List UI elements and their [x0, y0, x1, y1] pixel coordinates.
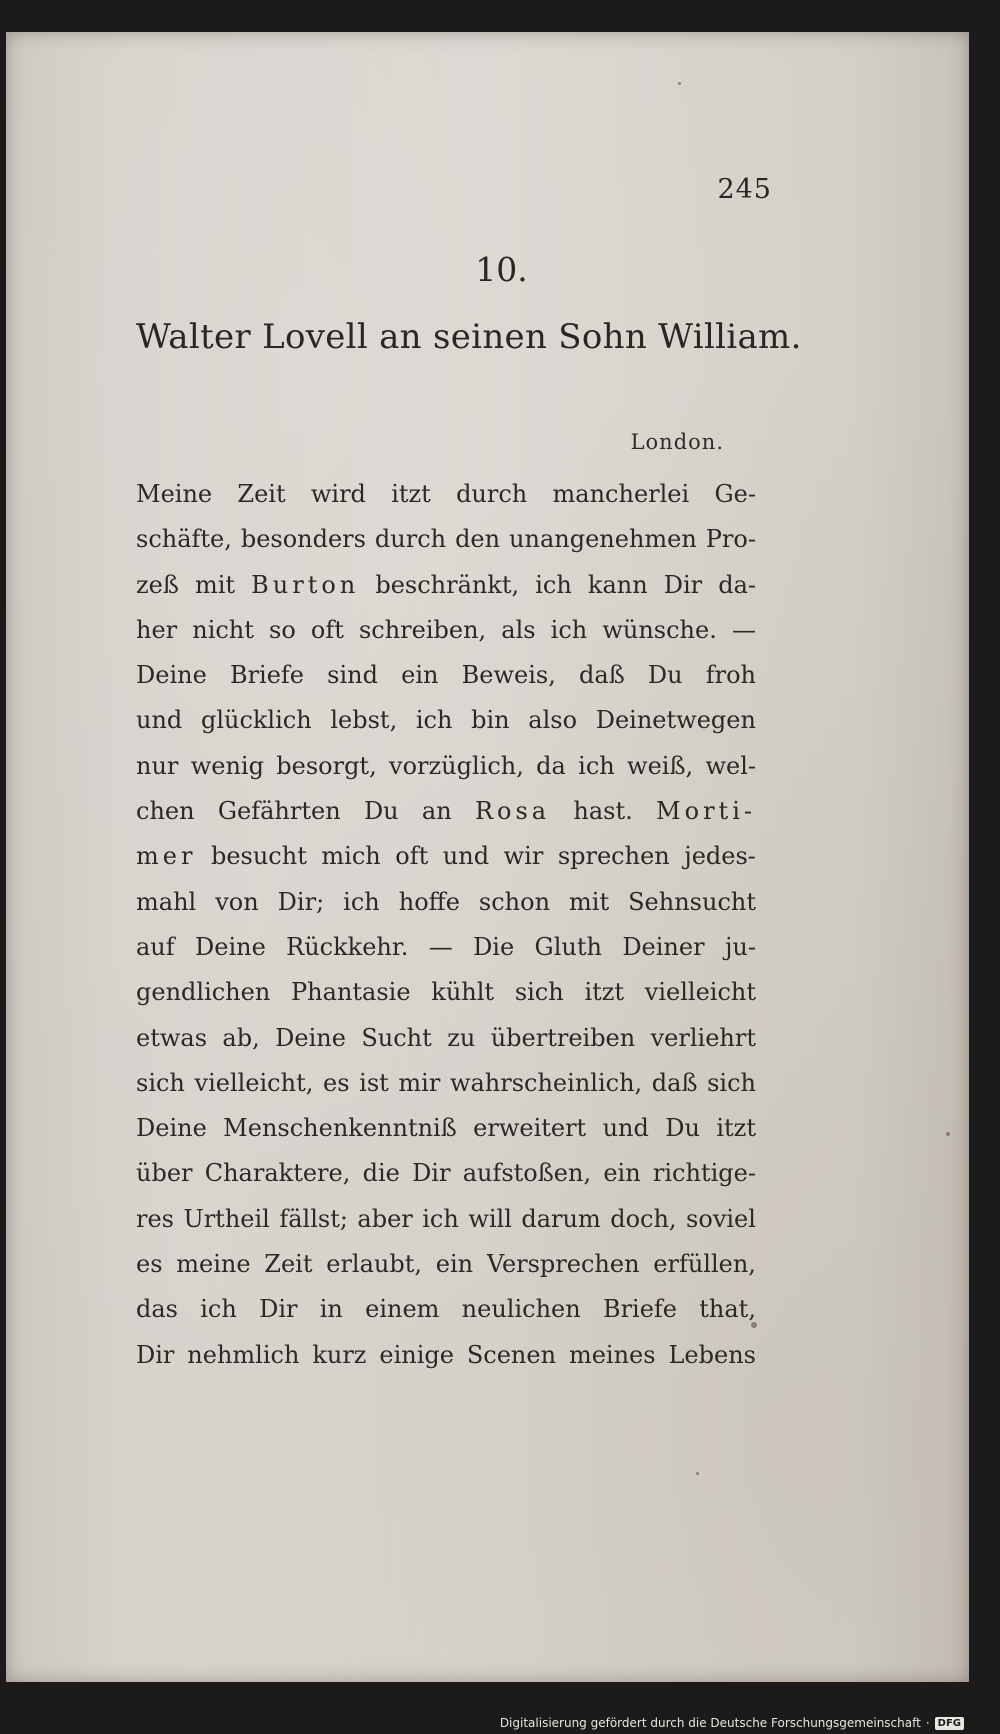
word: Dir: [663, 570, 703, 599]
word: verliehrt: [650, 1023, 756, 1052]
word: bin: [471, 706, 510, 735]
word: übertreiben: [490, 1023, 636, 1052]
word: doch,: [610, 1204, 677, 1233]
word: aber: [357, 1204, 413, 1233]
letter-title: Walter Lovell an seinen Sohn William.: [136, 317, 802, 357]
word: Pro-: [705, 525, 756, 554]
word: ich: [200, 1295, 237, 1324]
word: aufstoßen,: [462, 1159, 592, 1188]
word: zeß: [136, 570, 179, 599]
word: vielleicht: [644, 978, 756, 1007]
word: und: [442, 842, 490, 871]
word: weiß,: [627, 751, 694, 780]
word: mancherlei: [552, 480, 690, 508]
word: schäfte,: [136, 525, 232, 554]
word: den: [455, 525, 501, 554]
word: Urtheil: [183, 1204, 270, 1233]
word: sich: [514, 978, 564, 1007]
word: nur: [136, 751, 179, 780]
text-line: [136, 970, 756, 1015]
footer-credit: [500, 1716, 964, 1730]
text-line: [136, 789, 756, 834]
word: nicht: [192, 615, 254, 644]
word: unangenehmen: [509, 525, 697, 554]
word: vielleicht,: [194, 1068, 314, 1097]
word: ich: [415, 706, 453, 735]
word: wahrscheinlich,: [449, 1068, 643, 1097]
text-line: [136, 653, 756, 698]
word: Scenen: [466, 1340, 557, 1369]
text-line: [136, 834, 756, 879]
word: wird: [310, 480, 366, 508]
word: mich: [321, 842, 381, 871]
word: mit: [569, 887, 610, 916]
word: Briefe: [229, 661, 305, 690]
word: ein: [401, 661, 439, 690]
word: —: [428, 932, 453, 961]
word: Du: [647, 661, 683, 690]
word: zu: [447, 1023, 476, 1052]
text-line: [136, 880, 756, 925]
word: in: [319, 1295, 343, 1324]
text-line: [136, 925, 756, 970]
word: ich: [550, 615, 588, 644]
text-line: [136, 1242, 756, 1287]
word: Dir: [259, 1295, 298, 1324]
word: Zeit: [237, 480, 286, 508]
credit-text: Digitalisierung gefördert durch die Deutsche Forschungsgemeinschaft: [499, 1716, 921, 1730]
word: Dir;: [277, 887, 325, 916]
word: Briefe: [602, 1295, 678, 1324]
word: Versprechen: [486, 1250, 640, 1279]
word: Gluth: [534, 932, 602, 961]
word: Die: [473, 932, 515, 961]
word: kann: [587, 570, 648, 599]
word: Deine: [195, 932, 266, 961]
word: Du: [363, 797, 399, 826]
word: sind: [327, 661, 378, 690]
word: ich: [422, 1204, 459, 1233]
word: erfüllen,: [653, 1250, 756, 1279]
word: kurz: [312, 1340, 367, 1369]
word: Phantasie: [291, 978, 411, 1007]
word: neulichen: [461, 1295, 581, 1324]
word: res: [136, 1204, 174, 1233]
word: so: [269, 615, 296, 644]
word: Sehnsucht: [628, 887, 756, 916]
word: da: [536, 751, 566, 780]
word: über: [136, 1159, 193, 1188]
word: mahl: [136, 887, 197, 916]
text-line: [136, 608, 756, 653]
word: mir: [398, 1068, 441, 1097]
text-line: [136, 1061, 756, 1106]
word: daß: [651, 1068, 698, 1097]
word: ein: [603, 1159, 641, 1188]
word: ist: [359, 1068, 389, 1097]
word: soviel: [686, 1204, 756, 1233]
text-line: [136, 698, 756, 743]
page-number: 245: [717, 174, 772, 205]
word: Beweis,: [461, 661, 556, 690]
text-line: [136, 1197, 756, 1242]
word: mit: [194, 570, 236, 599]
word: auf: [136, 932, 175, 961]
word: jedes-: [684, 842, 756, 871]
text-line: [136, 1333, 756, 1378]
word: oft: [395, 842, 429, 871]
word: sprechen: [557, 842, 670, 871]
word: her: [136, 615, 178, 644]
word: wir: [503, 842, 544, 871]
word: Deine: [136, 661, 207, 690]
paper-speck: [946, 1132, 950, 1136]
word: chen: [136, 797, 195, 826]
word: richtige-: [652, 1159, 756, 1188]
word: Burton: [251, 570, 360, 599]
word: that,: [699, 1295, 756, 1324]
word: erweitert: [473, 1114, 587, 1143]
word: wünsche.: [602, 615, 717, 644]
word: es: [322, 1068, 350, 1097]
word: vorzüglich,: [389, 751, 524, 780]
word: da-: [718, 570, 756, 599]
word: daß: [579, 661, 625, 690]
word: Sucht: [361, 1023, 432, 1052]
dfg-logo: DFG: [935, 1717, 964, 1730]
word: hoffe: [398, 887, 460, 916]
word: hast.: [573, 797, 633, 826]
text-line: [136, 1016, 756, 1061]
word: glücklich: [200, 706, 312, 735]
word: itzt: [716, 1114, 756, 1143]
word: meine: [176, 1250, 251, 1279]
text-line: [136, 563, 756, 608]
word: ich: [343, 887, 380, 916]
word: froh: [705, 661, 756, 690]
word: und: [136, 706, 183, 735]
word: fällst;: [279, 1204, 348, 1233]
word: als: [501, 615, 536, 644]
word: an: [421, 797, 452, 826]
word: Dir: [136, 1340, 175, 1369]
word: Dir: [412, 1159, 451, 1188]
word: Lebens: [668, 1340, 756, 1369]
word: Rosa: [474, 797, 551, 826]
word: sich: [136, 1068, 185, 1097]
letter-number: 10.: [475, 250, 528, 289]
word: Meine: [136, 480, 213, 508]
word: kühlt: [431, 978, 495, 1007]
word: von: [215, 887, 259, 916]
word: Deine: [275, 1023, 346, 1052]
word: schreiben,: [358, 615, 487, 644]
word: also: [528, 706, 578, 735]
word: ab,: [222, 1023, 260, 1052]
word: wel-: [705, 751, 756, 780]
word: oft: [310, 615, 344, 644]
word: —: [731, 615, 756, 644]
word: mer: [136, 842, 197, 871]
word: lebst,: [330, 706, 398, 735]
word: darum: [521, 1204, 601, 1233]
word: meines: [568, 1340, 656, 1369]
paper-speck: [696, 1472, 699, 1475]
text-line: [136, 744, 756, 789]
word: Deine: [136, 1114, 207, 1143]
word: itzt: [584, 978, 625, 1007]
word: Zeit: [264, 1250, 313, 1279]
text-line: [136, 1151, 756, 1196]
word: Du: [665, 1114, 700, 1143]
word: Rückkehr.: [286, 932, 409, 961]
word: itzt: [391, 480, 431, 508]
word: einem: [365, 1295, 440, 1324]
word: durch: [456, 480, 528, 508]
word: besonders: [240, 525, 366, 554]
word: schon: [478, 887, 551, 916]
word: will: [468, 1204, 512, 1233]
word: und: [602, 1114, 649, 1143]
dfg-logo-dot: ·: [925, 1716, 930, 1730]
word: beschränkt,: [375, 570, 520, 599]
word: ich: [578, 751, 615, 780]
text-line: [136, 517, 756, 562]
text-line: [136, 1106, 756, 1151]
word: die: [362, 1159, 400, 1188]
word: Deinetwegen: [595, 706, 756, 735]
word: Ge-: [714, 480, 756, 508]
paper-speck: [678, 82, 681, 85]
letter-place: London.: [630, 430, 724, 454]
word: erlaubt,: [326, 1250, 422, 1279]
word: nehmlich: [187, 1340, 300, 1369]
word: wenig: [190, 751, 264, 780]
word: ju-: [724, 932, 756, 961]
word: sich: [707, 1068, 756, 1097]
word: ich: [535, 570, 572, 599]
word: ein: [435, 1250, 474, 1279]
letter-body: [136, 472, 756, 1378]
word: einige: [379, 1340, 454, 1369]
word: durch: [374, 525, 447, 554]
word: das: [136, 1295, 178, 1324]
word: etwas: [136, 1023, 208, 1052]
text-line: [136, 472, 756, 517]
text-line: [136, 1287, 756, 1332]
word: Morti-: [656, 797, 756, 826]
word: besorgt,: [276, 751, 377, 780]
word: Deiner: [622, 932, 705, 961]
book-page: [6, 32, 969, 1682]
word: Gefährten: [217, 797, 341, 826]
word: Charaktere,: [204, 1159, 351, 1188]
word: Menschenkenntniß: [223, 1114, 457, 1143]
word: es: [136, 1250, 163, 1279]
word: besucht: [210, 842, 307, 871]
word: gendlichen: [136, 978, 271, 1007]
